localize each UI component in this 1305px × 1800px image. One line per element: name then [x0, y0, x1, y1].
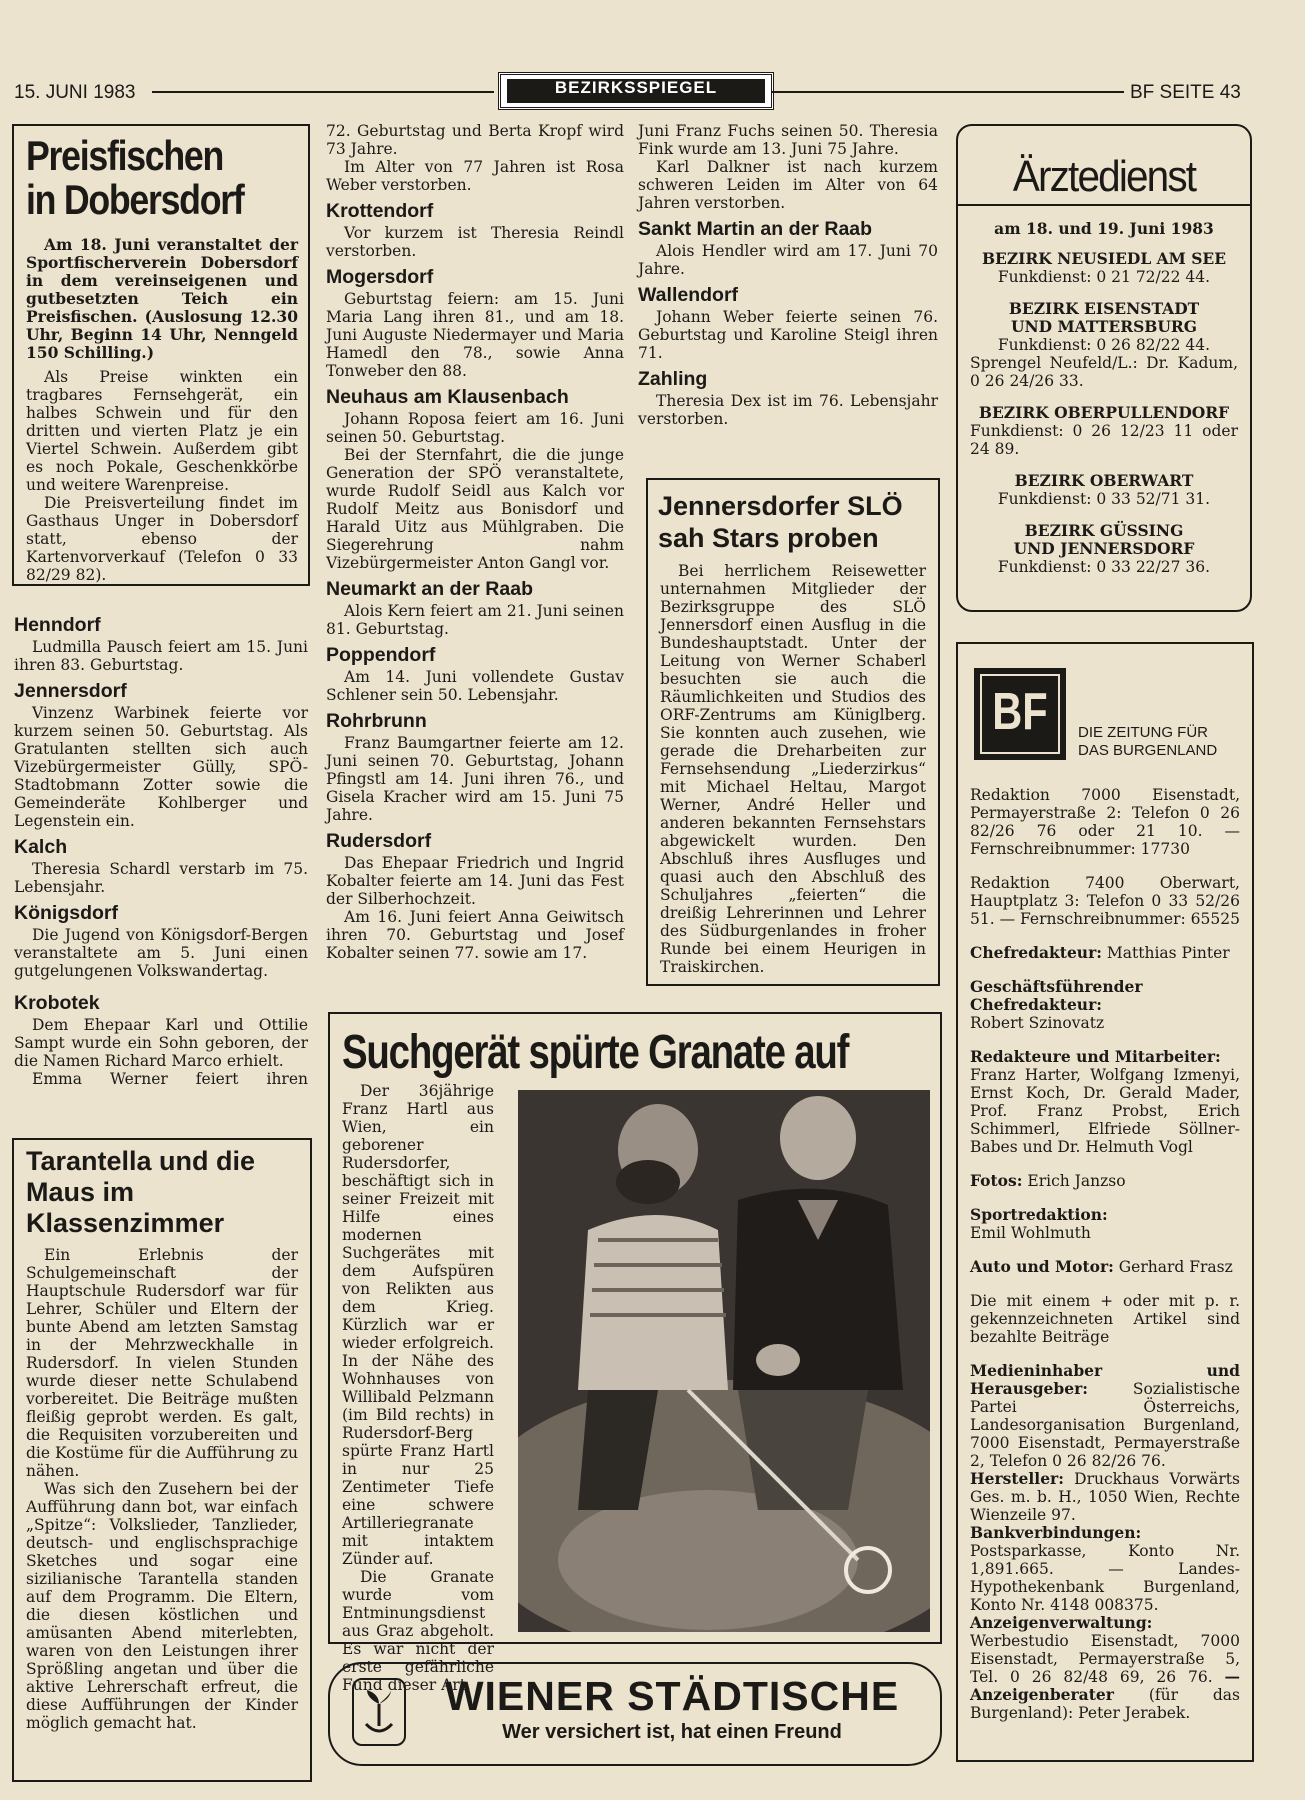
- text-krottendorf: Vor kurzem ist Theresia Reindl verstorben.: [326, 224, 624, 260]
- text-col3-start: Juni Franz Fuchs seinen 50. Theresia Fink wurde am 13. Juni 75 Jahre.: [638, 122, 938, 158]
- text-henndorf: Ludmilla Pausch feiert am 15. Juni ihren 83. Geburtstag.: [14, 638, 308, 674]
- bf-logo: [974, 668, 1066, 760]
- auto-value: Gerhard Frasz: [1118, 1258, 1233, 1276]
- text-krobotek-a: Dem Ehepaar Karl und Ottilie Sampt wurde ein Sohn geboren, der die Namen Richard Marco erhielt.: [14, 1016, 308, 1070]
- text-koenigsdorf: Die Jugend von Königsdorf-Bergen veranstaltete am 5. Juni einen gutgelungenen Volkswandertag.: [14, 926, 308, 980]
- heading-mogersdorf: Mogersdorf: [326, 266, 434, 288]
- bank-value: Postsparkasse, Konto Nr. 1,891.665. — Landes-Hypothekenbank Burgenland, Konto Nr. 4148 008375.: [970, 1542, 1240, 1614]
- bezirk-eisenstadt-sprengel: Sprengel Neufeld/L.: Dr. Kadum, 0 26 24/26 33.: [970, 354, 1238, 390]
- insurance-logo-icon: [352, 1678, 406, 1746]
- col1-news: [14, 612, 308, 1088]
- bank-label: Bankverbindungen:: [970, 1523, 1142, 1542]
- text-col2-start: 72. Geburtstag und Berta Kropf wird 73 Jahre.: [326, 122, 624, 158]
- anzeigen-label: Anzeigenverwaltung:: [970, 1613, 1153, 1632]
- bezirk-mattersburg: UND MATTERSBURG: [1011, 317, 1197, 336]
- mitarbeiter-label: Redakteure und Mitarbeiter:: [970, 1047, 1221, 1066]
- text-rudersdorf-b: Am 16. Juni feiert Anna Geiwitsch ihren 70. Geburtstag und Josef Kobalter seinen 77. sowie am 17.: [326, 908, 624, 962]
- heading-rohrbrunn: Rohrbrunn: [326, 710, 427, 732]
- text-neuhaus-a: Johann Roposa feiert am 16. Juni seinen 50. Geburtstag.: [326, 410, 624, 446]
- text-mogersdorf: Geburtstag feiern: am 15. Juni Maria Lang ihren 81., und am 18. Juni Auguste Niedermayer und Maria Hamedl den 78., sowie Anna Tonweber den 88.: [326, 290, 624, 380]
- bf-logo-text: BF: [992, 683, 1048, 741]
- section-name: BEZIRKSSPIEGEL: [507, 79, 765, 103]
- bezirk-oberpullendorf-funk: Funkdienst: 0 26 12/23 11 oder 24 89.: [970, 422, 1238, 458]
- text-col2-start-b: Im Alter von 77 Jahren ist Rosa Weber verstorben.: [326, 158, 624, 194]
- aerztedienst-box: [956, 124, 1252, 612]
- geschaeftsfuehrer-label: Geschäftsführender Chefredakteur:: [970, 977, 1143, 1014]
- medieninhaber-label: Medieninhaber und Herausgeber:: [970, 1361, 1240, 1398]
- page-number: BF SEITE 43: [1130, 82, 1241, 103]
- bezirk-jennersdorf: UND JENNERSDORF: [1013, 539, 1195, 558]
- tarantella-article: [12, 1138, 312, 1782]
- redaktion-oberwart: Redaktion 7400 Oberwart, Hauptplatz 3: Telefon 0 33 52/26 51. — Fernschreibnummer: 65525: [970, 874, 1240, 928]
- heading-sankt-martin: Sankt Martin an der Raab: [638, 218, 873, 240]
- header-rule-left: [152, 91, 494, 93]
- tarantella-p2: Was sich den Zusehern bei der Aufführung dann bot, war einfach „Spitze“: Volkslieder, Tanzlieder, deutsch- und englischsprachige Sketches und sogar eine sizilianische Tarantella standen auf dem Programm. Die Eltern, die diesen köstlichen und amüsanten Abend miterlebten, waren von den Leistungen ihrer Sprößling angetan und über die aktive Lehrerschaft erfreut, die diese Aufführungen der Kinder möglich gemacht hat.: [26, 1480, 298, 1732]
- preisfischen-title-1: Preisfischen: [26, 132, 224, 179]
- photo-illustration: [518, 1090, 930, 1632]
- text-sankt-martin: Alois Hendler wird am 17. Juni 70 Jahre.: [638, 242, 938, 278]
- bezirk-eisenstadt: BEZIRK EISENSTADT: [1008, 299, 1200, 318]
- medieninhaber-value: Sozialistische Partei Österreichs, Landesorganisation Burgenland, 7000 Eisenstadt, Permayerstraße 2, Telefon 0 26 82/26 76.: [970, 1380, 1240, 1470]
- text-rohrbrunn: Franz Baumgartner feierte am 12. Juni seinen 70. Geburtstag, Johann Pfingstl am 14. Juni ihren 76., und Gisela Kracher wird am 15. Juni 75 Jahre.: [326, 734, 624, 824]
- text-neumarkt: Alois Kern feiert am 21. Juni seinen 81. Geburtstag.: [326, 602, 624, 638]
- bezirk-oberwart-funk: Funkdienst: 0 33 52/71 31.: [997, 490, 1211, 508]
- sport-label: Sportredaktion:: [970, 1205, 1108, 1224]
- chefredakteur-label: Chefredakteur:: [970, 943, 1102, 962]
- bezirk-guessing-funk: Funkdienst: 0 33 22/27 36.: [997, 558, 1211, 576]
- aerztedienst-title: Ärztedienst: [1012, 152, 1196, 201]
- auto-label: Auto und Motor:: [970, 1257, 1114, 1276]
- text-col3-start-b: Karl Dalkner ist nach kurzem schweren Leiden im Alter von 64 Jahren verstorben.: [638, 158, 938, 212]
- bezirk-neusiedl: BEZIRK NEUSIEDL AM SEE: [981, 249, 1227, 268]
- text-poppendorf: Am 14. Juni vollendete Gustav Schlener sein 50. Lebensjahr.: [326, 668, 624, 704]
- heading-neuhaus: Neuhaus am Klausenbach: [326, 386, 569, 408]
- header-rule-right: [772, 91, 1124, 93]
- insurance-slogan: Wer versichert ist, hat einen Freund: [502, 1721, 842, 1743]
- tarantella-p1: Ein Erlebnis der Schulgemeinschaft der Hauptschule Rudersdorf war für Lehrer, Schüler und Eltern der bunte Abend am letzten Samstag in der Mehrzweckhalle in Rudersdorf. In vielen Stunden wurde dieser nette Schulabend vorbereitet. Die Beiträge mußten fleißig geprobt werden. Es galt, die Requisiten vorzubereiten und die Kostüme für die Aufführung zu nähen.: [26, 1246, 298, 1480]
- preisfischen-p1: Als Preise winkten ein tragbares Fernsehgerät, ein halbes Schwein und für den dritten und vierten Platz je ein Viertel Schwein. Außerdem gibt es noch Pokale, Geschenkkörbe und weitere Warenpreise.: [26, 368, 298, 494]
- preisfischen-title-2: in Dobersdorf: [26, 176, 244, 223]
- sport-value: Emil Wohlmuth: [970, 1224, 1091, 1242]
- suchgeraet-text2: Die Granate wurde vom Entminungsdienst aus Graz abgeholt. Es war nicht der erste gefährliche Fund dieser Art.: [342, 1568, 494, 1694]
- text-wallendorf: Johann Weber feierte seinen 76. Geburtstag und Karoline Steigl ihren 71.: [638, 308, 938, 362]
- col3-news: [638, 122, 938, 428]
- anzeigenberater-value: (für das Burgenland): Peter Jerabek.: [970, 1686, 1240, 1722]
- redaktion-eisenstadt: Redaktion 7000 Eisenstadt, Permayerstraße 2: Telefon 0 26 82/26 76 oder 21 10. — Fernschreibnummer: 17730: [970, 786, 1240, 858]
- suchgeraet-article: [328, 1012, 942, 1694]
- heading-krottendorf: Krottendorf: [326, 200, 434, 222]
- text-neuhaus-b: Bei der Sternfahrt, die die junge Generation der SPÖ veranstaltete, wurde Rudolf Seidl aus Kalch vor Rudolf Meitz aus Bonisdorf und Harald Uitz aus Mühlgraben. Die Siegerehrung nahm Vizebürgermeister Anton Gangl vor.: [326, 446, 624, 572]
- mitarbeiter-value: Franz Harter, Wolfgang Izmenyi, Ernst Koch, Dr. Gerald Mader, Prof. Franz Probst, Erich Schimmerl, Elfriede Söllner-Babes und Dr. Helmuth Vogl: [970, 1066, 1240, 1156]
- bezirk-oberwart: BEZIRK OBERWART: [1014, 471, 1194, 490]
- heading-jennersdorf: Jennersdorf: [14, 680, 127, 702]
- heading-poppendorf: Poppendorf: [326, 644, 436, 666]
- text-zahling: Theresia Dex ist im 76. Lebensjahr verstorben.: [638, 392, 938, 428]
- impressum-box: [956, 642, 1254, 1762]
- bezirk-neusiedl-funk: Funkdienst: 0 21 72/22 44.: [997, 268, 1211, 286]
- aerztedienst-dates: am 18. und 19. Juni 1983: [994, 219, 1214, 238]
- chefredakteur-value: Matthias Pinter: [1106, 944, 1230, 962]
- text-rudersdorf-a: Das Ehepaar Friedrich und Ingrid Kobalter feierte am 14. Juni das Fest der Silberhochzeit.: [326, 854, 624, 908]
- text-kalch: Theresia Schardl verstarb im 75. Lebensjahr.: [14, 860, 308, 896]
- heading-rudersdorf: Rudersdorf: [326, 830, 432, 852]
- bezirk-oberpullendorf: BEZIRK OBERPULLENDORF: [978, 403, 1230, 422]
- bezirk-guessing: BEZIRK GÜSSING: [1024, 521, 1184, 540]
- preisfischen-lead: Am 18. Juni veranstaltet der Sportfischerverein Dobersdorf in dem vereinseigenen und gutbesetzten Teich ein Preisfischen. (Auslosung 12.30 Uhr, Beginn 14 Uhr, Nenngeld 150 Schilling.): [26, 235, 298, 362]
- hersteller-label: Hersteller:: [970, 1469, 1064, 1488]
- slo-article: [646, 478, 940, 986]
- slo-text: Bei herrlichem Reisewetter unternahmen Mitglieder der Bezirksgruppe des SLÖ Jennersdorf einen Ausflug in die Bundeshauptstadt. Unter der Leitung von Werner Schaberl besuchten sie auch die Räumlichkeiten und Studios des ORF-Zentrums am Küniglberg. Sie konnten auch zusehen, wie gerade die Dreharbeiten zur Fernsehsendung „Liederzirkus“ mit Michael Heltau, Margot Werner, André Heller und anderen bekannten Fernsehstars abgewickelt wurden. Den Abschluß ihres Ausfluges und quasi auch den Abschluß des Schuljahres „feierten“ die dreißig Lehrerinnen und Lehrer des Südburgenlandes in froher Runde bei einem Heurigen in Traiskirchen.: [660, 562, 926, 976]
- heading-krobotek: Krobotek: [14, 992, 100, 1014]
- insurance-name: WIENER STÄDTISCHE: [444, 1673, 900, 1719]
- heading-kalch: Kalch: [14, 836, 68, 858]
- text-jennersdorf: Vinzenz Warbinek feierte vor kurzem seinen 50. Geburtstag. Als Gratulanten stellten sich auch Vizebürgermeister Gülly, SPÖ-Stadtobmann Zotter sowie die Gemeinderäte Kohlberger und Legenstein ein.: [14, 704, 308, 830]
- hersteller-value: Druckhaus Vorwärts Ges. m. b. H., 1050 Wien, Rechte Wienzeile 97.: [970, 1470, 1240, 1524]
- heading-neumarkt: Neumarkt an der Raab: [326, 578, 533, 600]
- news-photo: [518, 1090, 930, 1632]
- anzeigen-value: Werbestudio Eisenstadt, 7000 Eisenstadt, Permayerstraße 5, Tel. 0 26 82/48 69, 26 76.: [970, 1632, 1240, 1686]
- heading-zahling: Zahling: [638, 368, 708, 390]
- heading-koenigsdorf: Königsdorf: [14, 902, 118, 924]
- aerztedienst-rule: [958, 204, 1250, 206]
- suchgeraet-text1: Der 36jährige Franz Hartl aus Wien, ein geborener Rudersdorfer, beschäftigt sich in seiner Freizeit mit Hilfe eines modernen Suchgerätes mit dem Aufspüren von Relikten aus dem Krieg. Kürzlich war er wieder erfolgreich. In der Nähe des Wohnhauses von Willibald Pelzmann (im Bild rechts) in Rudersdorf-Berg spürte Franz Hartl in nur 25 Zentimeter Tiefe eine schwere Artilleriegranate mit intaktem Zünder auf.: [342, 1082, 494, 1568]
- heading-wallendorf: Wallendorf: [638, 284, 739, 306]
- suchgeraet-title: Suchgerät spürte Granate auf: [342, 1026, 849, 1079]
- tagline-1: DIE ZEITUNG FÜR: [1078, 724, 1208, 741]
- bezirk-eisenstadt-funk: Funkdienst: 0 26 82/22 44.: [997, 336, 1211, 354]
- geschaeftsfuehrer-value: Robert Szinovatz: [970, 1014, 1105, 1032]
- insurance-ad: [328, 1662, 942, 1766]
- paid-note: Die mit einem + oder mit p. r. gekennzeichneten Artikel sind bezahlte Beiträge: [970, 1292, 1240, 1346]
- tarantella-title: Tarantella und die Maus im Klassenzimmer: [26, 1146, 256, 1238]
- fotos-label: Fotos:: [970, 1171, 1023, 1190]
- issue-date: 15. JUNI 1983: [14, 82, 136, 103]
- fotos-value: Erich Janzso: [1027, 1172, 1126, 1190]
- tagline-2: DAS BURGENLAND: [1078, 742, 1218, 759]
- text-krobotek-b: Emma Werner feiert ihren: [32, 1070, 308, 1088]
- preisfischen-p2: Die Preisverteilung findet im Gasthaus Unger in Dobersdorf statt, ebenso der Kartenvorverkauf (Telefon 0 33 82/29 82).: [26, 494, 298, 584]
- anzeigenberater-label: — Anzeigenberater: [970, 1667, 1241, 1704]
- section-badge: [498, 72, 774, 110]
- preisfischen-article: [12, 124, 310, 586]
- col2-news: [326, 122, 624, 962]
- slo-title: Jennersdorfer SLÖ sah Stars proben: [658, 491, 903, 553]
- heading-henndorf: Henndorf: [14, 614, 101, 636]
